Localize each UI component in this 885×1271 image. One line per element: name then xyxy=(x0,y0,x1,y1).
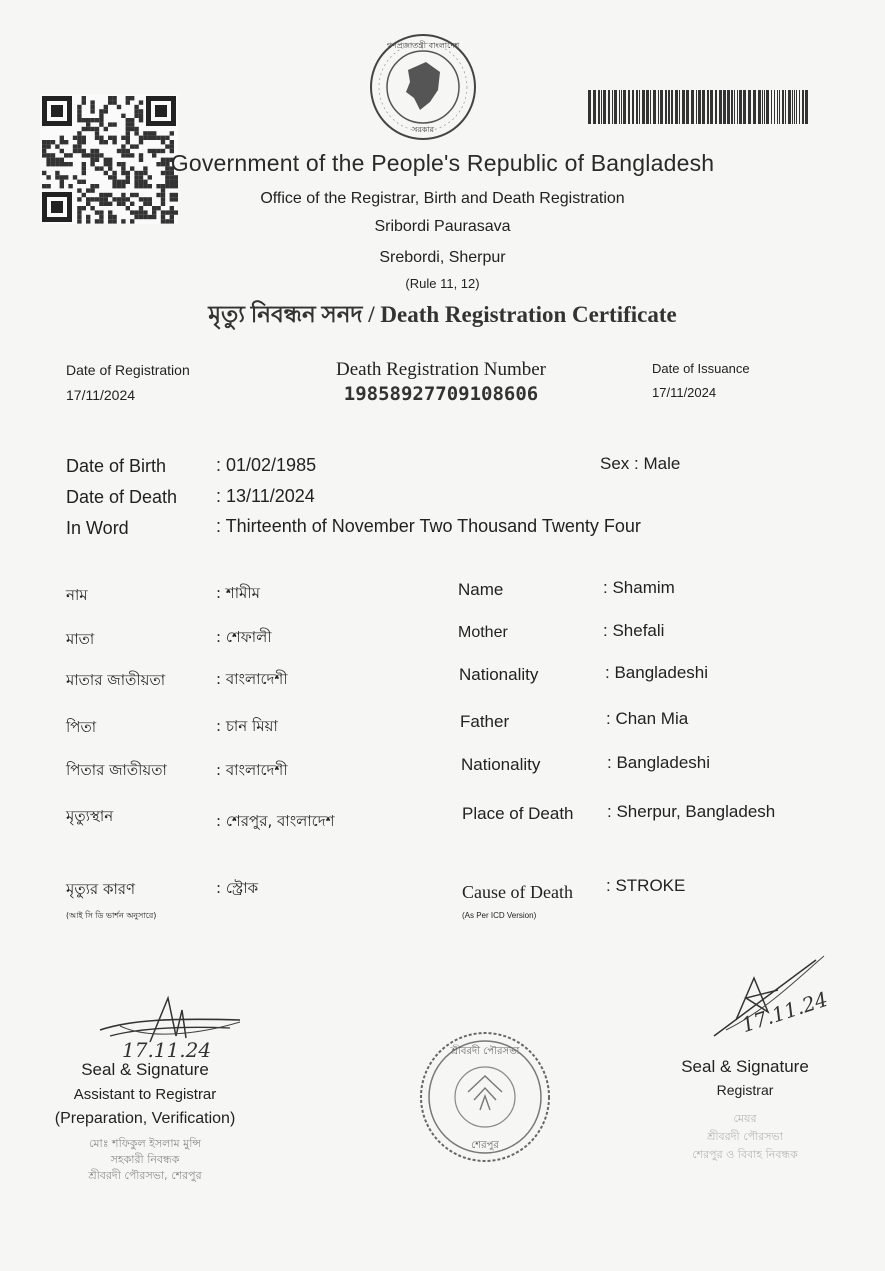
assistant-stamp-line-1: মোঃ শফিকুল ইসলাম মুন্সি xyxy=(88,1137,202,1150)
bn-mother-value: : শেফালী xyxy=(216,628,272,646)
mother-label: Mother xyxy=(458,624,508,641)
paurasava-name: Sribordi Paurasava xyxy=(374,218,511,235)
office-location: Srebordi, Sherpur xyxy=(379,249,506,266)
assistant-role: Assistant to Registrar xyxy=(73,1086,217,1103)
cause-of-death-note: (As Per ICD Version) xyxy=(462,911,537,920)
father-label: Father xyxy=(460,712,510,731)
dob-value: : 01/02/1985 xyxy=(216,455,317,475)
certificate-title: মৃত্যু নিবন্ধন সনদ / Death Registration Certificate xyxy=(208,302,677,327)
bn-cause-label: মৃত্যুর কারণ xyxy=(66,880,136,898)
bn-cause-note: (আই সি ডি ভার্শন অনুসারে) xyxy=(66,911,157,920)
assistant-handwritten-date: 17.11.24 xyxy=(122,1038,212,1062)
date-of-issuance-label: Date of Issuance xyxy=(652,361,750,376)
assistant-seal-title: Seal & Signature xyxy=(81,1060,209,1079)
bn-cause-value: : স্ট্রোক xyxy=(216,879,259,897)
cause-of-death-label: Cause of Death xyxy=(462,882,573,902)
bn-father-nationality-label: পিতার জাতীয়তা xyxy=(66,761,167,779)
government-title: Government of the People's Republic of Bangladesh xyxy=(170,150,715,176)
cause-of-death-value: : STROKE xyxy=(606,876,686,895)
bn-mother-nationality-value: : বাংলাদেশী xyxy=(216,670,288,688)
sex-value: Sex : Male xyxy=(600,454,681,473)
registrar-stamp-line-2: শ্রীবরদী পৌরসভা xyxy=(707,1130,783,1143)
dod-label: Date of Death xyxy=(66,487,178,507)
place-of-death-label: Place of Death xyxy=(462,804,574,823)
bn-name-label: নাম xyxy=(66,586,88,604)
barcode xyxy=(588,90,810,124)
name-label: Name xyxy=(458,580,504,599)
bn-father-nationality-value: : বাংলাদেশী xyxy=(216,761,288,779)
seal-top-text: শ্রীবরদী পৌরসভা xyxy=(450,1046,520,1057)
bn-place-of-death-value: : শেরপুর, বাংলাদেশ xyxy=(216,812,335,830)
assistant-stamp-line-2: সহকারী নিবন্ধক xyxy=(110,1153,180,1166)
bn-name-value: : শামীম xyxy=(216,584,260,602)
bn-father-value: : চান মিয়া xyxy=(216,717,278,735)
registrar-role: Registrar xyxy=(716,1082,774,1098)
rule-reference: (Rule 11, 12) xyxy=(405,276,480,291)
father-nationality-label: Nationality xyxy=(461,755,541,774)
registrar-seal-title: Seal & Signature xyxy=(681,1057,809,1076)
paurasava-round-seal xyxy=(418,1030,552,1164)
assistant-stamp xyxy=(40,1136,250,1184)
mother-nationality-value: : Bangladeshi xyxy=(605,663,709,682)
bn-mother-nationality-label: মাতার জাতীয়তা xyxy=(66,671,166,689)
mother-value: : Shefali xyxy=(603,621,665,640)
emblem-bottom-text: সরকার xyxy=(411,125,435,134)
date-of-registration-value: 17/11/2024 xyxy=(66,387,136,403)
registration-number-value: 19858927709108606 xyxy=(343,383,539,405)
registration-number-label: Death Registration Number xyxy=(335,359,546,380)
office-title: Office of the Registrar, Birth and Death Registration xyxy=(260,190,625,207)
registrar-stamp-line-3: শেরপুর ও বিবাহ নিবন্ধক xyxy=(692,1148,798,1161)
assistant-stamp-line-3: শ্রীবরদী পৌরসভা, শেরপুর xyxy=(88,1169,202,1182)
father-nationality-value: : Bangladeshi xyxy=(607,753,711,772)
government-emblem-seal xyxy=(368,32,478,142)
seal-bottom-text: শেরপুর xyxy=(471,1140,499,1151)
date-of-issuance-value: 17/11/2024 xyxy=(652,385,717,400)
registrar-stamp-line-1: মেয়র xyxy=(733,1112,757,1125)
emblem-top-text: গণপ্রজাতন্ত্রী বাংলাদেশ xyxy=(386,41,460,50)
registrar-handwritten-date: 17.11.24 xyxy=(738,986,831,1038)
bn-father-label: পিতা xyxy=(66,718,97,736)
bn-place-of-death-label: মৃত্যুস্থান xyxy=(66,807,114,825)
dob-label: Date of Birth xyxy=(66,456,167,476)
date-of-registration-label: Date of Registration xyxy=(66,362,190,378)
place-of-death-value: : Sherpur, Bangladesh xyxy=(607,802,776,821)
registrar-stamp xyxy=(650,1110,840,1164)
mother-nationality-label: Nationality xyxy=(459,665,539,684)
in-word-label: In Word xyxy=(66,518,129,538)
assistant-role-sub: (Preparation, Verification) xyxy=(54,1110,236,1127)
in-word-value: : Thirteenth of November Two Thousand Twenty Four xyxy=(216,516,641,536)
name-value: : Shamim xyxy=(603,578,675,597)
bn-mother-label: মাতা xyxy=(66,630,95,648)
father-value: : Chan Mia xyxy=(606,709,689,728)
dod-value: : 13/11/2024 xyxy=(216,486,315,506)
